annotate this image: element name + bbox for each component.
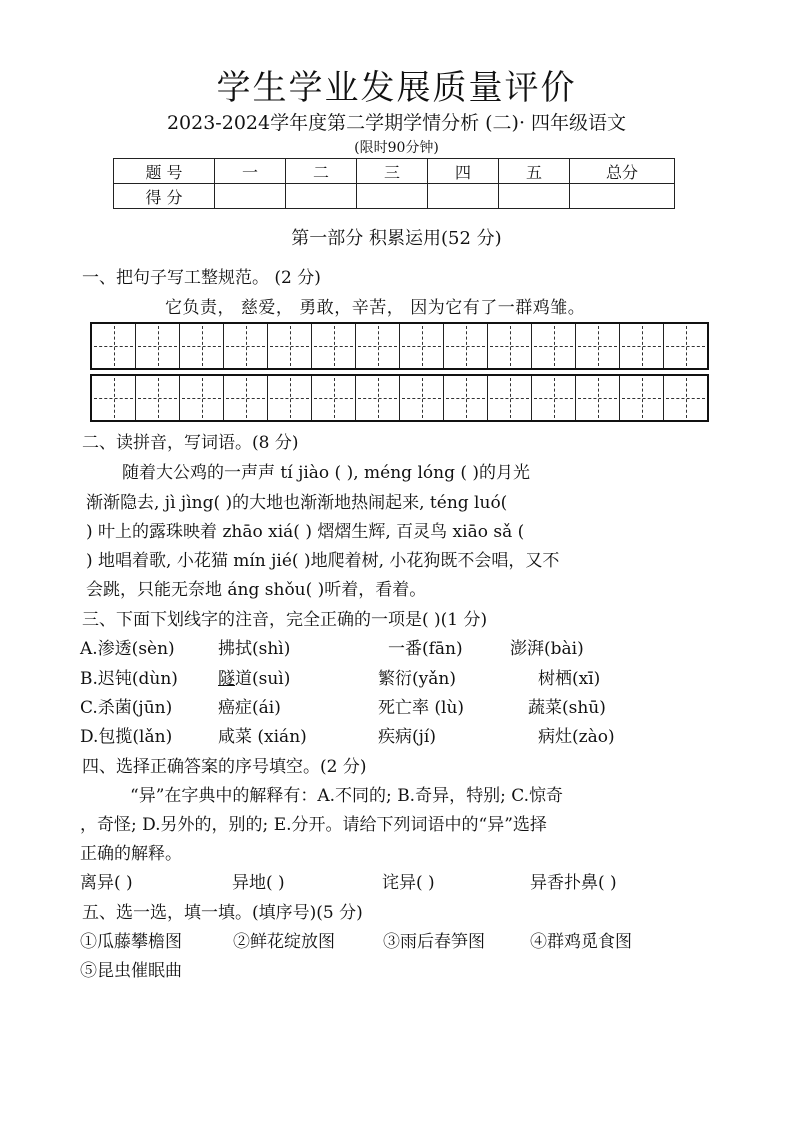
score-blank[interactable] [286, 184, 357, 209]
q5-item-2: ②鲜花绽放图 [233, 932, 335, 952]
score-blank[interactable] [499, 184, 570, 209]
score-blank[interactable] [357, 184, 428, 209]
score-table-cell: 得 分 [114, 184, 215, 209]
q5-item-5: ⑤昆虫催眠曲 [80, 961, 182, 981]
page-title: 学生学业发展质量评价 [216, 68, 577, 108]
q3-option-d-4: 病灶(zào) [538, 727, 615, 747]
q2-line: 随着大公鸡的一声声 tí jiào ( ), méng lóng ( )的月光 [122, 463, 531, 483]
q3-option-c-3: 死亡率 (lù) [378, 698, 465, 718]
q5-item-3: ③雨后春笋图 [383, 932, 485, 952]
score-blank[interactable] [215, 184, 286, 209]
q3-option-c-4: 蔬菜(shū) [528, 698, 606, 718]
q4-blank-4[interactable]: 异香扑鼻( ) [530, 873, 617, 893]
q4-line: 正确的解释。 [80, 844, 182, 864]
q3-option-d-1: D.包揽(lǎn) [80, 727, 173, 747]
q2-line: 渐渐隐去, jì jìng( )的大地也渐渐地热闹起来, téng luó( [86, 493, 508, 513]
score-table-cell: 题 号 [114, 159, 215, 184]
page-subtitle: 2023-2024学年度第二学期学情分析 (二)· 四年级语文 [166, 112, 627, 134]
q3-option-d-2: 咸菜 (xián) [218, 727, 307, 747]
q3-option-b-2: 隧道(suì) [218, 669, 291, 689]
q5-item-4: ④群鸡觅食图 [530, 932, 632, 952]
q3-option-c-1: C.杀菌(jūn) [80, 698, 173, 718]
part-title: 第一部分 积累运用(52 分) [291, 228, 502, 249]
q3-option-a-4: 澎湃(bài) [510, 639, 584, 659]
q4-blank-2[interactable]: 异地( ) [232, 873, 285, 893]
q5-item-1: ①瓜藤攀檐图 [80, 932, 182, 952]
writing-grid-row-1[interactable] [90, 322, 709, 370]
score-table-cell: 五 [499, 159, 570, 184]
score-table-cell: 一 [215, 159, 286, 184]
score-blank[interactable] [570, 184, 675, 209]
q4-blank-3[interactable]: 诧异( ) [382, 873, 435, 893]
score-table-score-row [114, 184, 675, 209]
score-table-cell: 四 [428, 159, 499, 184]
q3-option-b-4: 树栖(xī) [538, 669, 601, 689]
q4-title: 四、选择正确答案的序号填空。(2 分) [82, 757, 367, 777]
q3-option-b-1: B.迟钝(dùn) [80, 669, 178, 689]
q1-title: 一、把句子写工整规范。 (2 分) [82, 268, 321, 288]
score-table-cell: 总分 [570, 159, 675, 184]
q5-title: 五、选一选，填一填。(填序号)(5 分) [82, 903, 363, 923]
q3-option-a-3: 一番(fān) [388, 639, 463, 659]
q3-option-a-2: 拂拭(shì) [218, 639, 291, 659]
score-blank[interactable] [428, 184, 499, 209]
q2-title: 二、读拼音，写词语。(8 分) [82, 433, 299, 453]
time-limit: (限时90分钟) [354, 140, 439, 156]
q2-line: ) 地唱着歌, 小花猫 mín jié( )地爬着树, 小花狗既不会唱，又不 [86, 551, 560, 571]
q4-line: ，奇怪; D.另外的，别的; E.分开。请给下列词语中的“异”选择 [80, 815, 547, 835]
q4-line: “异”在字典中的解释有：A.不同的; B.奇异，特别; C.惊奇 [130, 786, 564, 806]
q3-option-c-2: 癌症(ái) [218, 698, 281, 718]
q1-sentence: 它负责， 慈爱， 勇敢，辛苦， 因为它有了一群鸡雏。 [165, 298, 586, 318]
score-table-header-row [114, 159, 675, 184]
q4-blank-1[interactable]: 离异( ) [80, 873, 133, 893]
q3-option-b-3: 繁衍(yǎn) [378, 669, 456, 689]
q3-option-d-3: 疾病(jí) [378, 727, 436, 747]
writing-grid-row-2[interactable] [90, 374, 709, 422]
q3-title: 三、下面下划线字的注音，完全正确的一项是( )(1 分) [82, 610, 488, 630]
score-table-cell: 三 [357, 159, 428, 184]
q3-option-a-1: A.渗透(sèn) [80, 639, 175, 659]
q2-line: ) 叶上的露珠映着 zhāo xiá( ) 熠熠生辉, 百灵鸟 xiāo sǎ ( [86, 522, 525, 542]
score-table-cell: 二 [286, 159, 357, 184]
q2-line: 会跳，只能无奈地 áng shǒu( )听着，看着。 [86, 580, 427, 600]
score-table [113, 158, 675, 209]
